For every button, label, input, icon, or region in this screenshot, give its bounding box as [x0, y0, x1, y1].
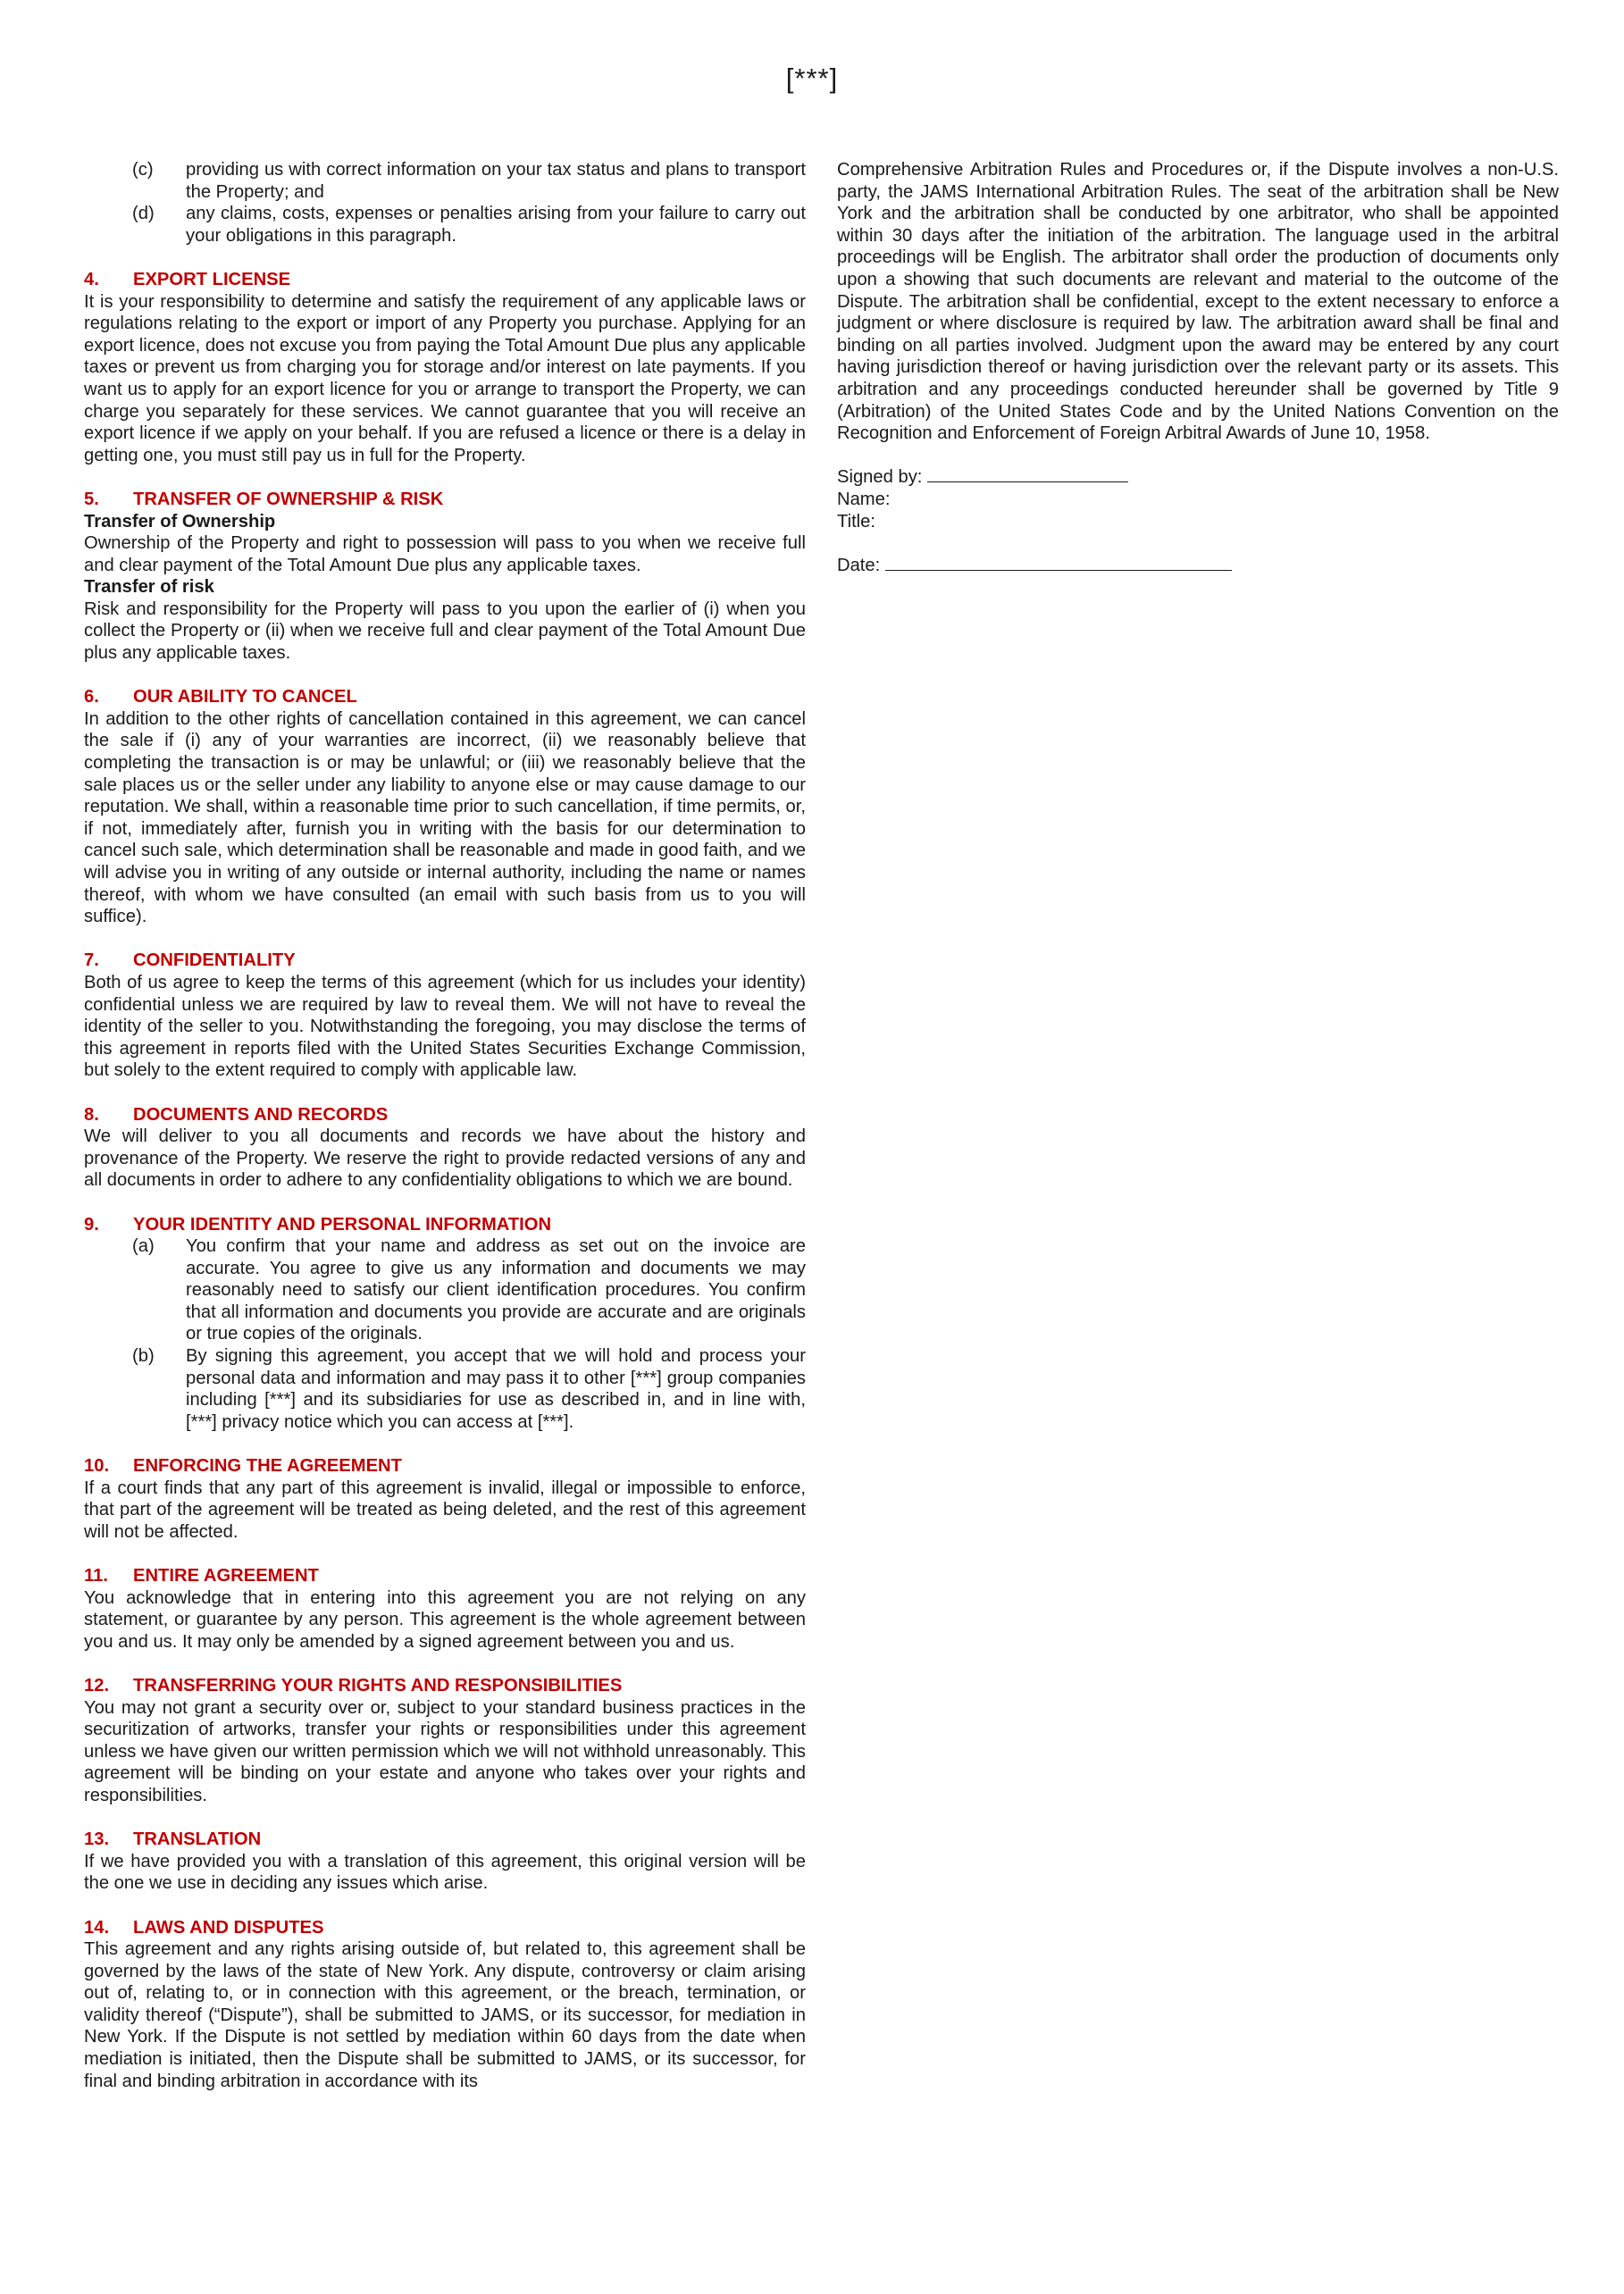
section-number: 12. — [84, 1675, 110, 1695]
section-title: DOCUMENTS AND RECORDS — [133, 1104, 389, 1125]
section-number: 6. — [84, 687, 99, 707]
list-item — [84, 1345, 806, 1433]
signature-block — [837, 466, 1559, 576]
item-label: (b) — [132, 1346, 155, 1367]
section-body: It is your responsibility to determine and satisfy the requirement of any applicable laws or regulations relating to the export or import of any Property you purchase. Applying for an export licence, does not excuse you from paying the Total Amount Due plus any applicable taxes or prevent us from charging you for storage and/or interest on late payments. If you want us to apply for an export licence for you or arrange to transport the Property, we can charge you separately for these services. We cannot guarantee that you will receive an export licence if we apply on your behalf. If you are refused a licence or there is a delay in getting one, you must still pay us in full for the Property. — [84, 291, 806, 465]
section-transfer-of-ownership — [84, 489, 806, 665]
section-title: EXPORT LICENSE — [133, 269, 291, 289]
date-field[interactable] — [885, 570, 1232, 571]
section-title: TRANSLATION — [133, 1829, 262, 1850]
section-ability-to-cancel — [84, 686, 806, 928]
item-text: providing us with correct information on your tax status and plans to transport the Property; and — [186, 160, 806, 202]
date-line — [837, 555, 1559, 577]
section-title: LAWS AND DISPUTES — [133, 1917, 324, 1938]
section-body: If a court finds that any part of this agreement is invalid, illegal or impossible to enforce, that part of the agreement will be treated as being deleted, and the rest of this agreement will not be affected. — [84, 1478, 806, 1542]
name-line — [837, 489, 1559, 511]
item-text: any claims, costs, expenses or penalties arising from your failure to carry out your obligations in this paragraph. — [186, 204, 806, 246]
section-title: ENFORCING THE AGREEMENT — [133, 1456, 402, 1477]
section-heading — [84, 1455, 806, 1478]
list-item — [84, 203, 806, 247]
item-label: (d) — [132, 204, 155, 224]
list-item — [84, 1235, 806, 1345]
page-header-marker: [***] — [785, 63, 839, 94]
name-label: Name: — [837, 489, 891, 509]
item-text: You confirm that your name and address as set out on the invoice are accurate. You agree to give us any information and documents we may reasonably need to satisfy our client identification procedures. You confirm that all information and documents you provide are accurate and are originals or true copies of the originals. — [186, 1236, 806, 1344]
right-column — [837, 159, 1559, 576]
signed-by-line — [837, 466, 1559, 489]
section-number: 14. — [84, 1917, 110, 1938]
section-title: ENTIRE AGREEMENT — [133, 1566, 319, 1586]
item-label: (a) — [132, 1236, 155, 1257]
signature-field[interactable] — [927, 481, 1128, 482]
section-number: 10. — [84, 1456, 110, 1477]
title-label: Title: — [837, 511, 875, 532]
item-text: By signing this agreement, you accept that we will hold and process your personal data and information and may pass it to other [***] group companies including [***] and its subsidiaries for use as described in, and in line with, [***] privacy notice which you can access at [***]. — [186, 1346, 806, 1432]
section-body: If we have provided you with a translation of this agreement, this original version will be the one we use in deciding any issues which arise. — [84, 1851, 806, 1894]
section-number: 11. — [84, 1566, 108, 1586]
section-number: 4. — [84, 269, 99, 289]
section-heading — [84, 1565, 806, 1587]
section-title: OUR ABILITY TO CANCEL — [133, 687, 357, 707]
section-heading — [84, 1917, 806, 1939]
section-identity-personal-info — [84, 1214, 806, 1434]
section-heading — [84, 1104, 806, 1126]
section-laws-and-disputes — [84, 1917, 806, 2093]
section-documents-and-records — [84, 1104, 806, 1192]
section-heading — [84, 489, 806, 511]
section-heading — [84, 686, 806, 708]
section-confidentiality — [84, 950, 806, 1082]
signed-by-label: Signed by: — [837, 467, 923, 488]
section-body: This agreement and any rights arising outside of, but related to, this agreement shall be governed by the laws of the state of New York. Any dispute, controversy or claim arising out of, relating to, or in connection with this agreement, or the breach, termination, or validity thereof (“Dispute”), shall be submitted to JAMS, or its successor, for mediation in New York. If the Dispute is not settled by mediation within 60 days from the date when mediation is initiated, then the Dispute shall be submitted to JAMS, or its successor, for final and binding arbitration in accordance with its — [84, 1939, 806, 2091]
section-title: CONFIDENTIALITY — [133, 950, 296, 971]
section-title: YOUR IDENTITY AND PERSONAL INFORMATION — [133, 1214, 552, 1235]
section-export-license — [84, 269, 806, 466]
list-item — [84, 159, 806, 203]
section-body: You may not grant a security over or, subject to your standard business practices in the securitization of artworks, transfer your rights or responsibilities under this agreement unless we have given our written permission which we will not withhold unreasonably. This agreement will be binding on your estate and anyone who takes over your rights and responsibilities. — [84, 1697, 806, 1805]
section-body: We will deliver to you all documents and records we have about the history and provenance of the Property. We reserve the right to provide redacted versions of any and all documents in order to adhere to any confidentiality obligations to which we are bound. — [84, 1126, 806, 1191]
section-heading — [84, 1214, 806, 1236]
section-entire-agreement — [84, 1565, 806, 1653]
item-label: (c) — [132, 160, 154, 180]
section-body: Both of us agree to keep the terms of this agreement (which for us includes your identity) confidential unless we are required by law to reveal them. We will not have to reveal the identity of the seller to you. Notwithstanding the foregoing, you may disclose the terms of this agreement in reports filed with the United States Securities Exchange Commission, but solely to the extent required to comply with applicable law. — [84, 972, 806, 1081]
section-title: TRANSFER OF OWNERSHIP & RISK — [133, 489, 444, 509]
title-line — [837, 511, 1559, 533]
section-heading — [84, 1675, 806, 1697]
section-heading — [84, 269, 806, 291]
spacer — [837, 532, 1559, 555]
section-body: You acknowledge that in entering into this agreement you are not relying on any statement, or guarantee by any person. This agreement is the whole agreement between you and us. It may only be amended by a signed agreement between you and us. — [84, 1587, 806, 1652]
section-number: 8. — [84, 1104, 99, 1125]
section-number: 13. — [84, 1829, 110, 1850]
section-number: 7. — [84, 950, 99, 971]
section-3-continuation — [84, 159, 806, 247]
arbitration-continuation: Comprehensive Arbitration Rules and Procedures or, if the Dispute involves a non-U.S. party, the JAMS International Arbitration Rules. The seat of the arbitration shall be New York and the arbitration shall be conducted by one arbitrator, who shall be appointed within 30 days after the initiation of the arbitration. The language used in the arbitral proceedings will be English. The arbitrator shall order the production of documents only upon a showing that such documents are relevant and material to the outcome of the Dispute. The arbitration shall be confidential, except to the extent necessary to enforce a judgment or where disclosure is required by law. The arbitration award shall be final and binding on all parties involved. Judgment upon the award may be entered by any court having jurisdiction thereof or having jurisdiction over the relevant party or its assets. This arbitration and any proceedings conducted hereunder shall be governed by Title 9 (Arbitration) of the United States Code and by the United Nations Convention on the Recognition and Enforcement of Foreign Arbitral Awards of June 10, 1958. — [837, 160, 1559, 444]
section-title: TRANSFERRING YOUR RIGHTS AND RESPONSIBILITIES — [133, 1675, 623, 1695]
section-translation — [84, 1829, 806, 1895]
section-number: 5. — [84, 489, 99, 509]
subheading-ownership: Transfer of Ownership — [84, 511, 276, 532]
section-heading — [84, 950, 806, 972]
section-enforcing-agreement — [84, 1455, 806, 1543]
section-body: In addition to the other rights of cancellation contained in this agreement, we can cancel the sale if (i) any of your warranties are incorrect, (ii) we reasonably believe that completing the transaction is or may be unlawful; or (iii) we reasonably believe that the sale places us or the seller under any liability to anyone else or may cause damage to our reputation. We shall, within a reasonable time prior to such cancellation, if time permits, or, if not, immediately after, furnish you in writing with the basis for our determination to cancel such sale, which determination shall be reasonable and made in good faith, and we will advise you in writing of any outside or internal authority, including the name or names thereof, with whom we have consulted (an email with such basis from us to you will suffice). — [84, 708, 807, 927]
left-column — [84, 159, 806, 2114]
date-label: Date: — [837, 555, 881, 575]
section-transferring-rights — [84, 1675, 806, 1807]
section-body: Ownership of the Property and right to possession will pass to you when we receive full and clear payment of the Total Amount Due plus any applicable taxes. — [84, 533, 806, 575]
section-body: Risk and responsibility for the Property will pass to you upon the earlier of (i) when you collect the Property or (ii) when we receive full and clear payment of the Total Amount Due plus any applicable taxes. — [84, 599, 806, 664]
section-heading — [84, 1829, 806, 1851]
subheading-risk: Transfer of risk — [84, 577, 214, 598]
section-number: 9. — [84, 1214, 99, 1235]
